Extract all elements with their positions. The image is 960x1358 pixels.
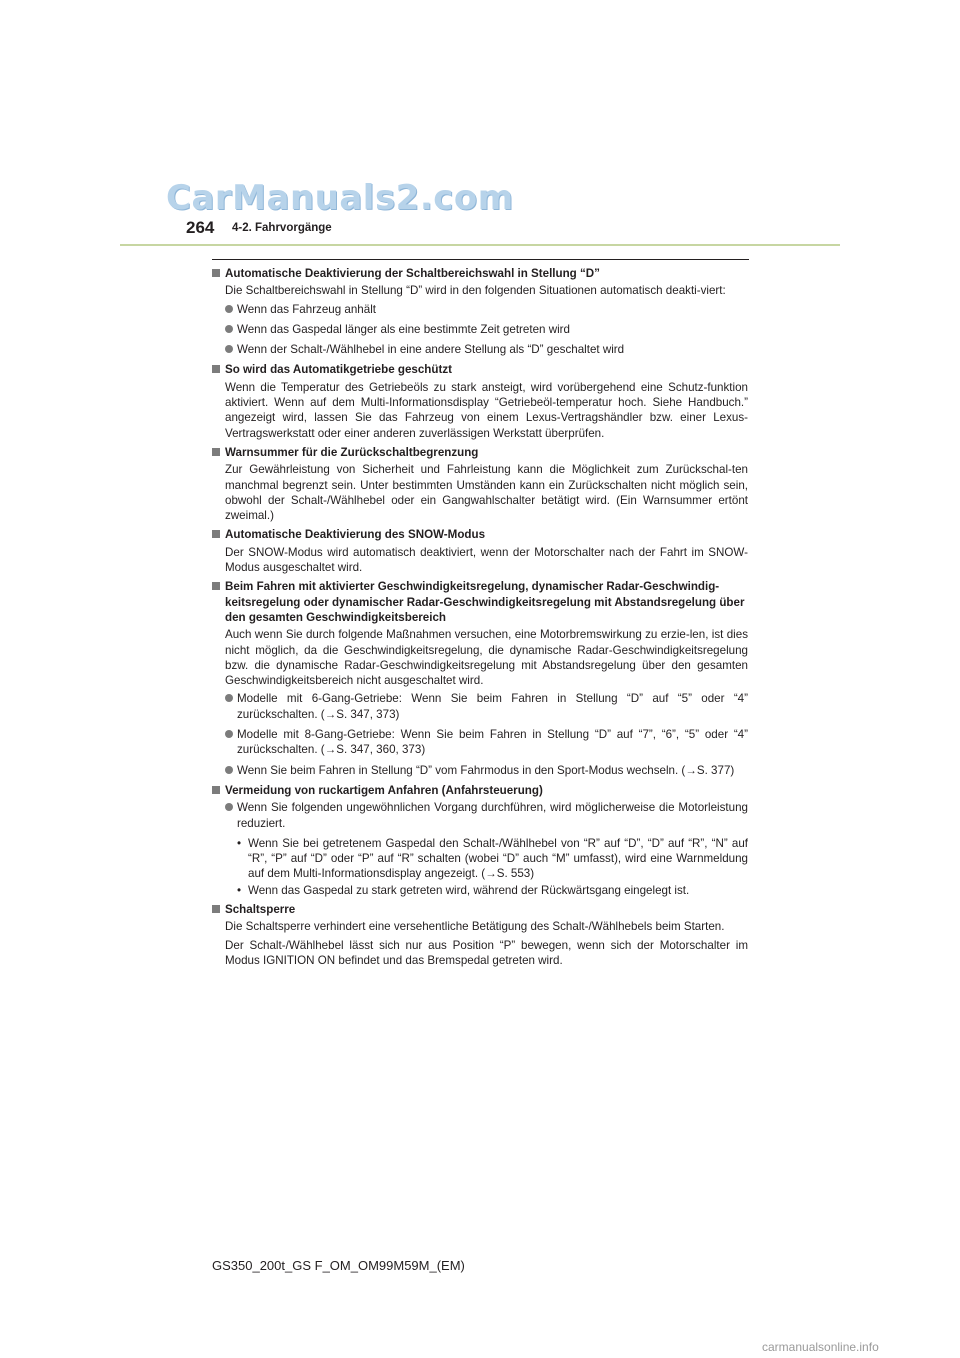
sub-item-text: Wenn das Gaspedal zu stark getreten wird, während der Rückwärtsgang eingelegt ist. [248,883,690,897]
bullet-text: Wenn das Fahrzeug anhält [237,302,377,316]
section-block [212,527,748,575]
section-block [212,445,748,523]
paragraph: Der Schalt-/Wählhebel lässt sich nur aus Position “P” bewegen, wenn sich der Motorschalter im Modus IGNITION ON befindet und das Bremspedal getreten wird. [225,938,748,967]
section-heading [212,783,748,798]
section-block [212,902,748,968]
sub-item [212,836,748,882]
section-heading [212,579,748,625]
watermark: carmanualsonline.info [762,1340,879,1354]
small-dot-icon: • [237,836,242,850]
section-heading [212,362,748,377]
small-dot-icon: • [237,883,242,897]
heading-text: Automatische Deaktivierung des SNOW-Modus [225,528,486,542]
bullet-item [212,322,748,337]
bullet-text: Wenn das Gaspedal länger als eine bestimmte Zeit getreten wird [237,322,570,336]
page-number: 264 [186,218,215,237]
section-block [212,783,748,898]
circle-bullet-icon [225,803,233,811]
section-block [212,266,748,357]
circle-bullet-icon [225,345,233,353]
bullet-item [212,800,748,831]
circle-bullet-icon [225,694,233,702]
heading-text: So wird das Automatikgetriebe geschützt [225,363,452,377]
circle-bullet-icon [225,305,233,313]
sub-item [212,883,748,898]
square-bullet-icon [212,905,220,913]
section-heading [212,266,748,281]
paragraph: Die Schaltbereichswahl in Stellung “D” wird in den folgenden Situationen automatisch deakti-viert: [225,284,726,298]
heading-text: Warnsummer für die Zurückschaltbegrenzung [225,445,479,459]
heading-text: Automatische Deaktivierung der Schaltbereichswahl in Stellung “D” [225,267,600,280]
paragraph: Wenn die Temperatur des Getriebeöls zu stark ansteigt, wird vorübergehend eine Schutz-funktion aktiviert. Wenn auf dem Multi-Informationsdisplay “Getriebeöl-temperatur hoch. Siehe Handbuch.” angezeigt wird, lassen Sie das Fahrzeug von einem Lexus-Vertragshändler bzw. einer Lexus-Vertragswerkstatt oder einer anderen zuverlässigen Werkstatt überprüfen. [225,380,748,440]
section-heading [212,902,748,917]
square-bullet-icon [212,269,220,277]
circle-bullet-icon [225,730,233,738]
bullet-text: Modelle mit 6-Gang-Getriebe: Wenn Sie beim Fahren in Stellung “D” auf “5” oder “4” zurückschalten. (→S. 347, 373) [237,692,748,721]
sub-item-text: Wenn Sie bei getretenem Gaspedal den Schalt-/Wählhebel von “R” auf “D”, “D” auf “R”, “N” auf “R”, “P” auf “D” oder “P” auf “R” schalten (wobei “D” auch “M” umfasst), wird eine Warnmeldung auf dem Multi-Informationsdisplay angezeigt. (→S. 553) [248,836,748,881]
square-bullet-icon [212,365,220,373]
paragraph: Die Schaltsperre verhindert eine versehentliche Betätigung des Schalt-/Wählhebels beim Starten. [225,920,725,934]
bullet-text: Wenn Sie folgenden ungewöhnlichen Vorgang durchführen, wird möglicherweise die Motorleistung reduziert. [237,801,748,830]
top-rule [212,259,749,260]
bullet-item [212,302,748,317]
heading-text: Schaltsperre [225,902,296,916]
paragraph: Auch wenn Sie durch folgende Maßnahmen versuchen, eine Motorbremswirkung zu erzie-len, ist dies nicht möglich, da die Geschwindigkeitsregelung, die dynamische Radar-Geschwindigkeitsregelung bzw. die dynamische Radar-Geschwindigkeitsregelung mit Abstandsregelung über den gesamten Geschwindigkeitsbereich nicht ausgeschaltet wird. [225,628,748,688]
section-heading [212,445,748,460]
section-title: 4-2. Fahrvorgänge [232,222,332,234]
bullet-text: Modelle mit 8-Gang-Getriebe: Wenn Sie beim Fahren in Stellung “D” auf “7”, “6”, “5” oder “4” zurückschalten. (→S. 347, 360, 373) [237,728,748,757]
bullet-item [212,691,748,722]
square-bullet-icon [212,530,220,538]
bullet-text: Wenn Sie beim Fahren in Stellung “D” vom Fahrmodus in den Sport-Modus wechseln. (→S. 377) [237,763,735,777]
bullet-text: Wenn der Schalt-/Wählhebel in eine andere Stellung als “D” geschaltet wird [237,343,625,357]
bullet-item [212,727,748,758]
circle-bullet-icon [225,325,233,333]
square-bullet-icon [212,582,220,590]
square-bullet-icon [212,786,220,794]
paragraph: Zur Gewährleistung von Sicherheit und Fahrleistung kann die Möglichkeit zum Zurückschal-ten manchmal begrenzt sein. Unter bestimmten Umständen kann ein Zurückschalten nicht möglich sein, obwohl der Schalt-/Wählhebel oder ein Gangwahlschalter betätigt wird. (Ein Warnsummer ertönt zweimal.) [225,463,748,523]
heading-text: Vermeidung von ruckartigem Anfahren (Anfahrsteuerung) [225,783,543,797]
paragraph: Der SNOW-Modus wird automatisch deaktiviert, wenn der Motorschalter nach der Fahrt im SNOW-Modus ausgeschaltet wird. [225,545,748,575]
bullet-item [212,763,748,778]
square-bullet-icon [212,448,220,456]
carmanuals-logo: CarManuals2.com [166,178,514,218]
content [212,266,748,972]
header-rule [120,244,840,246]
heading-text: Beim Fahren mit aktivierter Geschwindigkeitsregelung, dynamischer Radar-Geschwindig-keitsregelung oder dynamischer Radar-Geschwindigkeitsregelung mit Abstandsregelung über den gesamten Geschwindigkeitsbereich [225,580,745,624]
circle-bullet-icon [225,766,233,774]
bullet-item [212,342,748,357]
section-heading [212,527,748,542]
section-block [212,579,748,778]
section-block [212,362,748,440]
footer-code: GS350_200t_GS F_OM_OM99M59M_(EM) [212,1258,465,1273]
